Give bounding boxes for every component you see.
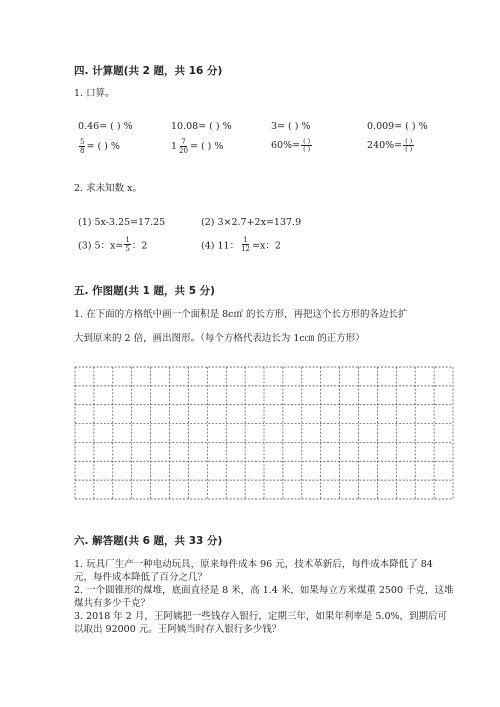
problem-2: 2. 一个圆锥形的煤堆，底面直径是 8 米，高 1.4 米，如果每立方米煤重 2500 千克，这堆煤共有多少千克？ (74, 585, 454, 609)
equation-1: (1) 5x-3.25=17.25 (78, 217, 166, 228)
fraction (240, 236, 251, 253)
drawing-task-line-1: 1. 在下面的方格纸中画一个面积是 8c㎡ 的长方形，再把这个长方形的各边长扩 (74, 309, 408, 320)
fraction-numerator: 1 (125, 236, 130, 244)
expression-rest: = ( ) % (189, 141, 224, 152)
expression-lead: 240%= (367, 140, 403, 151)
fraction-numerator: 5 (80, 138, 85, 146)
fraction-denominator: 8 (80, 147, 85, 155)
graph-paper-grid[interactable] (74, 366, 454, 500)
oral-calc-3: 3= ( ) % (271, 121, 311, 132)
oral-calc-5 (78, 138, 120, 155)
question-1-label: 1. 口算。 (74, 88, 115, 99)
expression-lead: 60%= (271, 140, 301, 151)
mixed-number-integer: 1 (171, 141, 178, 152)
fraction-denominator: 20 (179, 147, 188, 155)
problem-1: 1. 玩具厂生产一种电动玩具，原来每件成本 96 元，技术革新后，每件成本降低了 84 元，每件成本降低了百分之几？ (74, 559, 433, 583)
oral-calc-2: 10.08= ( ) % (171, 121, 232, 132)
fraction-numerator: 7 (181, 138, 186, 146)
oral-calc-4: 0.009= ( ) % (367, 121, 428, 132)
fraction (301, 138, 312, 153)
oral-calc-6 (171, 138, 223, 155)
fraction-numerator: 1 (243, 236, 248, 244)
fraction-denominator: ( ) (405, 145, 413, 153)
expression-tail: =x：2 (252, 240, 281, 252)
expression-rest: = ( ) % (86, 141, 120, 152)
equation-2: (2) 3×2.7+2x=137.9 (201, 217, 302, 228)
fraction (124, 236, 130, 253)
question-2-label: 2. 求未知数 x。 (74, 183, 142, 194)
expression-lead: (3) 5：x= (78, 240, 124, 252)
fraction-denominator: 5 (125, 245, 130, 253)
expression-tail: ：2 (131, 240, 148, 252)
section-4-title: 四. 计算题(共 2 题，共 16 分) (74, 65, 223, 77)
equation-3 (78, 236, 147, 253)
section-6-title: 六. 解答题(共 6 题，共 33 分) (74, 535, 223, 547)
fraction-denominator: 12 (241, 245, 250, 253)
fraction-numerator: ( ) (405, 137, 413, 145)
fraction (178, 138, 189, 155)
fraction (79, 138, 85, 155)
equation-4 (201, 236, 281, 253)
problem-3: 3. 2018 年 2 月，王阿姨把一些钱存入银行，定期三年，如果年利率是 5.0%，到期后可以取出 92000 元。王阿姨当时存入银行多少钱？ (74, 611, 448, 635)
expression-lead: (4) 11： (201, 240, 240, 252)
oral-calc-7 (271, 138, 312, 153)
fraction-numerator: ( ) (303, 137, 311, 145)
oral-calc-1: 0.46= ( ) % (78, 121, 133, 132)
oral-calc-8 (367, 138, 414, 153)
drawing-task-line-2: 大到原来的 2 倍，画出图形。（每个方格代表边长为 1c㎝ 的正方形） (74, 333, 365, 344)
fraction (403, 138, 414, 153)
fraction-denominator: ( ) (303, 145, 311, 153)
section-5-title: 五. 作图题(共 1 题，共 5 分) (74, 285, 215, 297)
